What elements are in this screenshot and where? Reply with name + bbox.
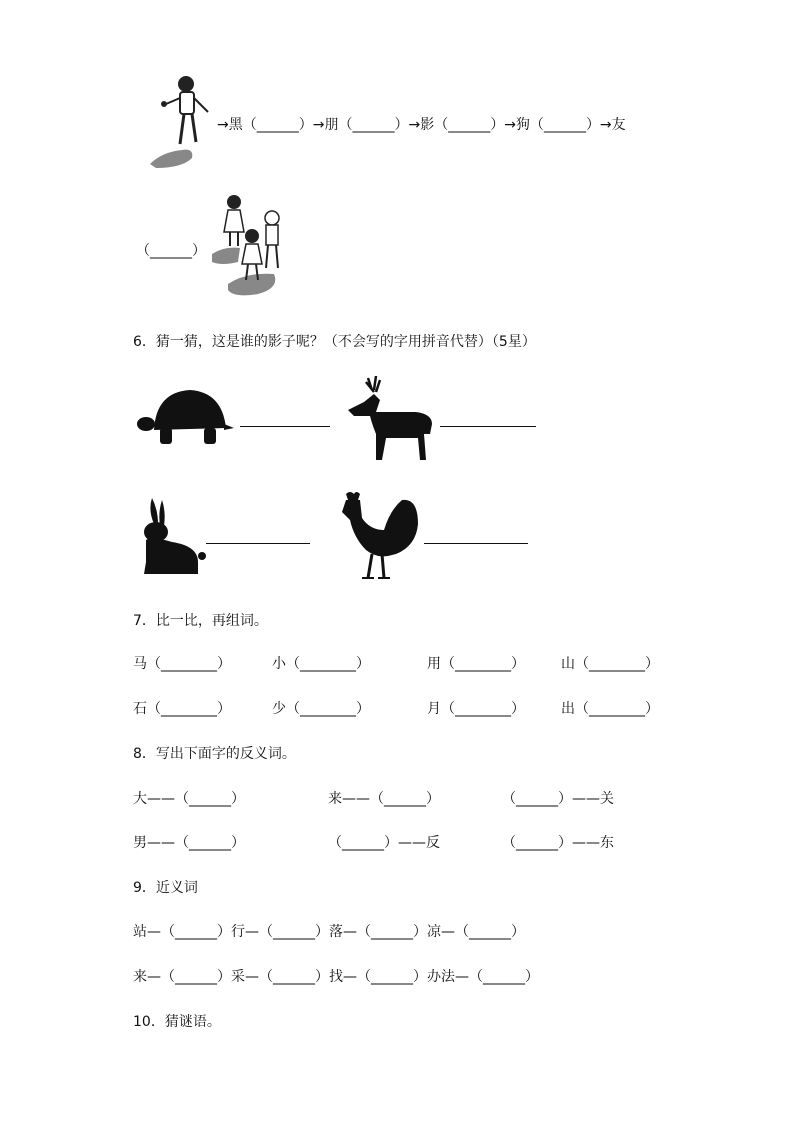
q7-r2-2[interactable]: 少（________） xyxy=(272,701,370,717)
q9-title: 9．近义词 xyxy=(133,880,198,896)
q8-r2a[interactable]: 男——（______） xyxy=(133,835,245,851)
q7-r2-1[interactable]: 石（________） xyxy=(133,701,231,717)
q7-r1-3[interactable]: 用（________） xyxy=(427,656,525,672)
q8-r1b[interactable]: 来——（______） xyxy=(328,791,440,807)
deer-silhouette-icon xyxy=(346,376,436,462)
answer-blank-row[interactable]: （______） xyxy=(136,243,206,259)
boy-shadow-illustration xyxy=(142,72,222,172)
chain-text-3: ）→影（ xyxy=(394,117,449,133)
rabbit-silhouette-icon xyxy=(136,496,206,576)
q7-r1-4[interactable]: 山（________） xyxy=(561,656,659,672)
q7-r2-3[interactable]: 月（________） xyxy=(427,701,525,717)
q9-row2[interactable]: 来—（______）采—（______）找—（______）办法—（______） xyxy=(133,969,539,985)
turtle-answer-line[interactable] xyxy=(240,426,330,427)
q7-title: 7．比一比，再组词。 xyxy=(133,613,268,629)
chain-text-5: ）→友 xyxy=(585,117,626,133)
rooster-silhouette-icon xyxy=(340,490,420,582)
q7-r2-4[interactable]: 出（________） xyxy=(561,701,659,717)
q9-row1[interactable]: 站—（______）行—（______）落—（______）凉—（______） xyxy=(133,924,525,940)
chain-row xyxy=(217,114,626,134)
q7-r1-1[interactable]: 马（________） xyxy=(133,656,231,672)
q8-title: 8．写出下面字的反义词。 xyxy=(133,746,296,762)
q6-title: 6．猜一猜，这是谁的影子呢？（不会写的字用拼音代替）（5星） xyxy=(133,334,536,350)
blank-1[interactable]: ______ xyxy=(256,117,299,133)
q10-title: 10．猜谜语。 xyxy=(133,1014,221,1030)
friends-shadow-illustration xyxy=(210,192,290,302)
chain-text-2: ）→朋（ xyxy=(298,117,353,133)
chain-text-1: →黑（ xyxy=(217,117,257,133)
blank-2[interactable]: ______ xyxy=(352,117,395,133)
blank-3[interactable]: ______ xyxy=(448,117,491,133)
q8-r2b[interactable]: （______）——反 xyxy=(328,835,440,851)
rabbit-answer-line[interactable] xyxy=(206,543,310,544)
turtle-silhouette-icon xyxy=(136,386,236,448)
rooster-answer-line[interactable] xyxy=(424,543,528,544)
deer-answer-line[interactable] xyxy=(440,426,536,427)
blank-4[interactable]: ______ xyxy=(543,117,586,133)
q8-r2c[interactable]: （______）——东 xyxy=(502,835,614,851)
q8-r1c[interactable]: （______）——关 xyxy=(502,791,614,807)
q7-r1-2[interactable]: 小（________） xyxy=(272,656,370,672)
chain-text-4: ）→狗（ xyxy=(490,117,544,133)
q8-r1a[interactable]: 大——（______） xyxy=(133,791,245,807)
